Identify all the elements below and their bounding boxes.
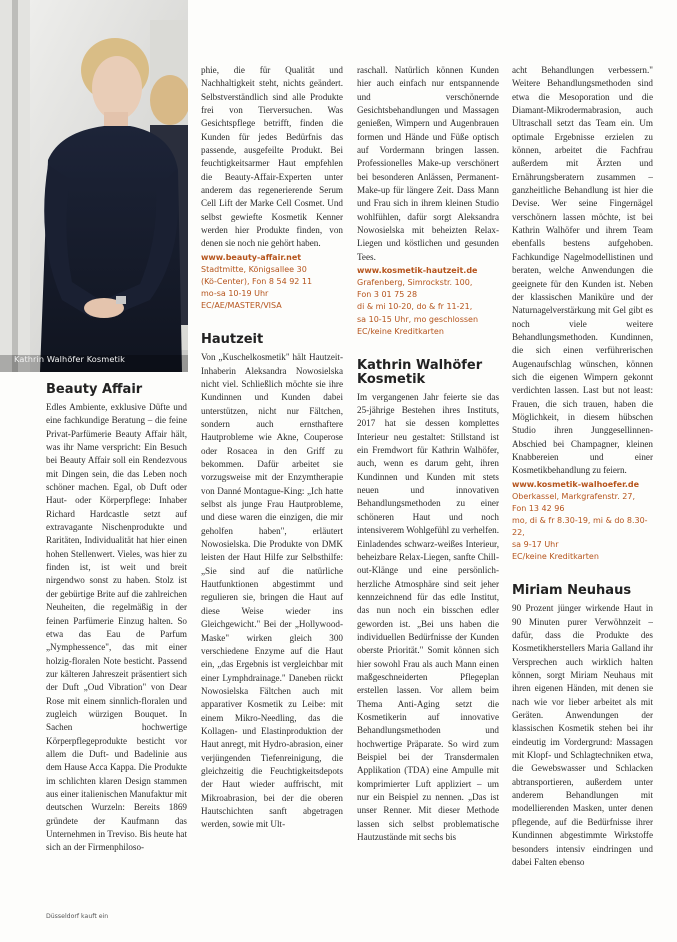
article-walhoefer-continued: acht Behandlungen verbessern." Weitere Behandlungsmethoden sind etwa die Mesoporation und die Diamant-Mikrodermabrasion, auch Ultraschall setzt das Team ein. Um optimale Ergebnisse erzielen zu können, arbeitet die Fachfrau außerdem mit Ärzten und Ernährungsberatern zusammen – ganzheitliche Behandlung ist hier die Devise. Wer seine Fingernägel verschönern lassen möchte, ist bei Kathrin Walhöfer und ihrem Team ebenfalls bestens aufgehoben. Fachkundige Nagelmodellistinen und beraten, welche Anwendungen die geeignete für den Kunden ist. Neben der klassischen Maniküre und der Naturnagelverstärkung mit Gel gibt es noch viele weitere Behandlungsmethoden. Kundinnen, die sich einen verführerischen Augenaufschlag wünschen, können sich die eigenen Wimpern gekonnt verdichten lassen. Last but not least: Frauen, die sich trauen, haben die Möglichkeit, in diesem hübschen Studio ihren Junggesellinnen-Abschied bei Champagner, kleinen Knabbereien und einer Kosmetikbehandlung zu feiern. — [512, 65, 653, 476]
address-line: Oberkassel, Markgrafenstr. 27, — [512, 491, 636, 501]
page-footer: Düsseldorf kauft ein — [46, 913, 109, 920]
heading-hautzeit: Hautzeit — [201, 332, 264, 348]
column-2 — [201, 64, 343, 832]
opening-hours: sa 10-15 Uhr, mo geschlossen — [357, 314, 479, 324]
opening-hours: mo-sa 10-19 Uhr — [201, 289, 269, 299]
website-link[interactable]: www.kosmetik-hautzeit.de — [357, 266, 478, 276]
address-line: Stadtmitte, Königsallee 30 — [201, 264, 307, 274]
payment-info: EC/keine Kreditkarten — [357, 326, 444, 336]
heading-beauty-affair: Beauty Affair — [46, 382, 143, 397]
website-link[interactable]: www.kosmetik-walhoefer.de — [512, 479, 640, 489]
address-beauty-affair — [201, 252, 343, 312]
address-walhoefer — [512, 479, 653, 564]
payment-info: EC/AE/MASTER/VISA — [201, 301, 282, 311]
article-hautzeit-text: Von „Kuschelkosmetik" hält Hautzeit-Inhaberin Aleksandra Nowosielska nicht viel. Schließlich möchte sie ihre Kundinnen und Kunden dabei unterstützen, nicht nur Fältchen, sondern auch ernsthaftere Hautprobleme wie Akne, Couperose oder Rosacea in den Griff zu bekommen. Dafür arbeitet sie vorzugsweise mit der Enzymtherapie von Danné Montague-King: „Ich hatte selbst als junge Frau Hautprobleme, und diese waren die einzigen, die mir geholfen haben", erläutert Nowosielska. Die Produkte von DMK leisten der Haut Hilfe zur Selbsthilfe: „Sie sind auf die natürliche Hautfunktionen abgestimmt und regulieren sie, bringen die Haut auf diese Weise wieder ins Gleichgewicht." Bei der „Hollywood-Maske" wirken gleich 300 verschiedene Enzyme auf die Haut ein, „das Ergebnis ist vergleichbar mit einer Lymphdrainage." Daneben rückt Nowosielska Fältchen auch mit apparativer Kosmetik zu Leibe: mit einem Mikro-Needling, das die Kollagen- und Elastinproduktion der Haut anregt, mit Hydro-abrasion, einer verjüngenden Tiefenreinigung, die gleichzeitig die Feuchtigkeitsdepots der Haut wieder auffrischt, mit Mikroabrasion, bei der die oberen Hautschichten sanft abgetragen werden, sowie mit Ult- — [201, 352, 343, 830]
heading-miriam-neuhaus: Miriam Neuhaus — [512, 583, 632, 599]
phone-number: Fon 3 01 75 28 — [357, 290, 418, 300]
opening-hours: sa 9-17 Uhr — [512, 540, 559, 550]
article-hautzeit-continued: raschall. Natürlich können Kunden hier auch einfach nur entspannende und verschönernde Gesichtsbehandlungen und Massagen genießen, Wimpern und Augenbrauen formen und Hände und Füße optisch auf Vordermann bringen lassen. Professionelles Make-up verschönert bei besonderen Anlässen, Permanent-Make-up für längere Zeit. Dass Mann und Frau sich in ihrem kleinen Studio wohlfühlen, dafür sorgt Aleksandra Nowosielska mit beheizten Relax-Liegen und köstlichen und gesunden Tees. — [357, 65, 499, 262]
phone-number: Fon 13 42 96 — [512, 503, 565, 513]
article-neuhaus-text: 90 Prozent jünger wirkende Haut in 90 Minuten purer Verwöhnzeit – dafür, dass die Produkte des Kosmetikherstellers Maria Galland ihr Versprechen auch wirklich halten können, sorgt Miriam Neuhaus mit ihren eigenen Händen, mit denen sie nach wie vor lieber arbeitet als mit Geräten. Anwendungen der klassischen Kosmetik stehen bei ihr eindeutig im Vordergrund: Massagen mit Klopf- und Schlagtechniken etwa, die Gewebswasser und Schlacken abtransportieren, außerdem unter anderem Behandlungen mit modellierenden Masken, unter denen pflegende, auf die Bedürfnisse ihrer Kundinnen abgestimmte Wirkstoffe besonders intensiv eindringen und dabei Falten ebenso — [512, 603, 653, 867]
address-line: (Kö-Center), Fon 8 54 92 11 — [201, 277, 313, 286]
heading-kathrin-walhoefer: Kathrin Walhöfer Kosmetik — [357, 357, 483, 387]
article-beauty-affair-text: Edles Ambiente, exklusive Düfte und eine fachkundige Beratung – die feine Privat-Parfümerie Beauty Affair hält, was ihr Name verspricht: Ein Besuch bei Beauty Affair soll ein Rendezvous mit Dingen sein, die das Leben noch schöner machen. Egal, ob Duft oder Haut- oder Körperpflege: Inhaber Richard Hardcastle setzt auf extravagante Nischenprodukte und Raritäten, Individualität hat hier einen hohen Stellenwert. Vieles, was hier zu finden ist, ist weit und breit nirgendwo sonst zu haben. Stolz ist der gebürtige Brite auf die zahlreichen Neuheiten, die regelmäßig in der feinen Parfümerie Einzug halten. So etwa das Eau de Parfum „Nymphessence", das mit einer holzig-floralen Note besticht. Passend zur kälteren Jahreszeit präsentiert sich der Duft „Oud Vibration" von Dear Rose mit einem sinnlich-floralen und zugleich würzigen Bouquet. In Sachen hochwertige Körperpflegeprodukte besticht vor allem die Duft- und Badelinie aus dem Hause Acca Kappa. Die Produkte im schlichten klaren Design stammen aus einer italienischen Manufaktur mit deutschen Wurzeln: Bereits 1869 gründete der Kaufmann das Unternehmen in Treviso. Bis heute hat sich an der Firmenphiloso- — [46, 402, 187, 853]
website-link[interactable]: www.beauty-affair.net — [201, 252, 302, 262]
opening-hours: di & mi 10-20, do & fr 11-21, — [357, 302, 473, 312]
opening-hours: mo, di & fr 8.30-19, mi & do 8.30-22, — [512, 515, 648, 538]
article-walhoefer-text: Im vergangenen Jahr feierte sie das 25-jährige Bestehen ihres Instituts, 2017 hat sie dessen komplettes Interieur neu gestaltet: Stillstand ist ein Fremdwort für Kathrin Walhöfer, auch, wenn es darum geht, ihren Kundinnen und Kunden mit stets neuen und innovativen Behandlungsmethoden zu einer schöneren Haut und noch intensiverem Wohlgefühl zu verhelfen. Einladendes schwarz-weißes Interieur, beheizbare Relax-Liegen, sanfte Chill-out-Klänge und eine persönlich-herzliche Atmosphäre sind seit jeher kennzeichnend für das edle Institut, das nun noch ein bisschen edler geworden ist. „Bei uns haben die individuellen Bedürfnisse der Kunden oberste Priorität." Somit können sich hier sowohl Frau als auch Mann einen maßgeschneiderten Pflegeplan erstellen lassen. Vor allem beim Thema Anti-Aging setzt die Kosmetikerin auf innovative Behandlungsmethoden und hochwertige Präparate. So wird zum Beispiel bei der Transdermalen Applikation (TDA) eine Ampulle mit komprimierter Luft appliziert – um nur ein Beispiel zu nennen. „Das ist unser Renner. Mit dieser Methode lassen sich selbst problematische Hautzustände mit sechs bis — [357, 391, 500, 843]
address-line: Grafenberg, Simrockstr. 100, — [357, 278, 473, 288]
column-1 — [46, 383, 187, 855]
column-4 — [512, 64, 653, 869]
address-hautzeit — [357, 265, 499, 338]
photo-caption: Kathrin Walhöfer Kosmetik — [14, 354, 125, 364]
column-3 — [357, 64, 499, 844]
portrait-illustration — [0, 0, 188, 372]
portrait-photo — [0, 0, 188, 372]
payment-info: EC/keine Kreditkarten — [512, 552, 599, 562]
article-beauty-affair-continued: phie, die für Qualität und Nachhaltigkeit steht, nichts geändert. Selbstverständlich sind alle Produkte frei von Tierversuchen. Was Gesichtspflege betrifft, finden die Kunden für jedes Bedürfnis das passende, ausgefeilte Produkt. Bei feuchtigkeitsarmer Haut empfehlen die Beauty-Affair-Experten unter anderem das regenerierende Serum Cell Lift der Marke Cell Cosmet. Und selbst gewiefte Kosmetik Kenner werden hier Produkte finden, von denen sie noch nie gehört haben. — [201, 65, 343, 249]
